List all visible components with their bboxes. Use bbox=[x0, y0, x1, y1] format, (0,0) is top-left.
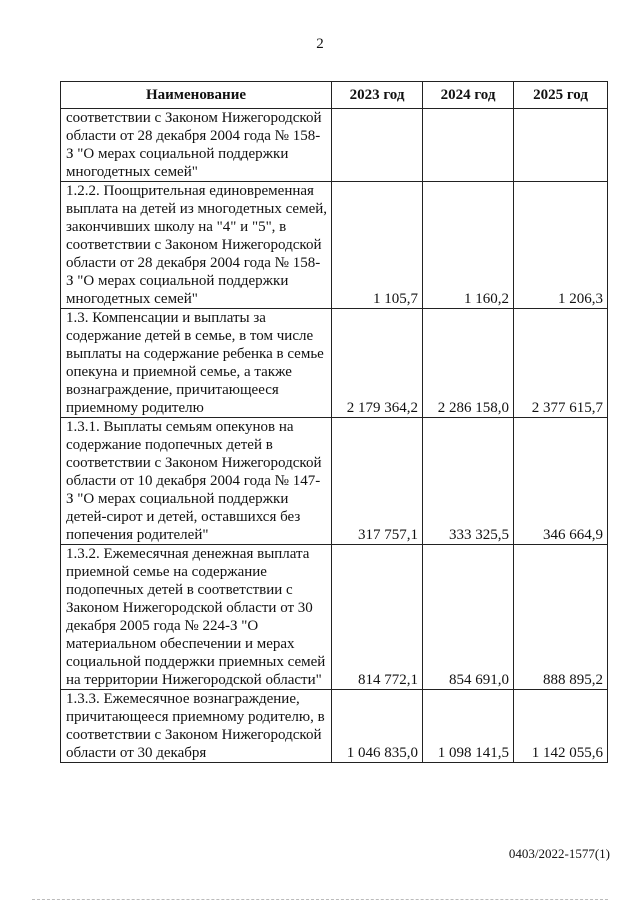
row-name: соответствии с Законом Нижегородской области от 28 декабря 2004 года № 158-З "О мерах социальной поддержки многодетных семей" bbox=[61, 109, 332, 182]
row-value-2023: 2 179 364,2 bbox=[332, 309, 423, 418]
table-header-row bbox=[61, 82, 608, 109]
header-2025: 2025 год bbox=[514, 82, 608, 109]
row-value-2025: 1 206,3 bbox=[514, 182, 608, 309]
row-value-2024: 333 325,5 bbox=[423, 418, 514, 545]
document-code: 0403/2022-1577(1) bbox=[508, 846, 610, 861]
table-row bbox=[61, 109, 608, 182]
row-name: 1.3.2. Ежемесячная денежная выплата приемной семье на содержание подопечных детей в соответствии с Законом Нижегородской области от 30 декабря 2005 года № 224-З "О материальном обеспечении и мерах социальной поддержки приемных семей на территории Нижегородской области" bbox=[61, 545, 332, 690]
row-value-2024: 1 160,2 bbox=[423, 182, 514, 309]
header-2024: 2024 год bbox=[423, 82, 514, 109]
table-row bbox=[61, 545, 608, 690]
row-value-2024: 854 691,0 bbox=[423, 545, 514, 690]
row-value-2023: 1 105,7 bbox=[332, 182, 423, 309]
budget-table bbox=[60, 81, 608, 763]
row-name: 1.3.1. Выплаты семьям опекунов на содержание подопечных детей в соответствии с Законом Нижегородской области от 10 декабря 2004 года № 147-З "О мерах социальной поддержки детей-сирот и детей, оставшихся без попечения родителей" bbox=[61, 418, 332, 545]
row-value-2023: 317 757,1 bbox=[332, 418, 423, 545]
row-value-2024 bbox=[423, 109, 514, 182]
table-row bbox=[61, 182, 608, 309]
row-value-2025 bbox=[514, 109, 608, 182]
row-value-2024: 1 098 141,5 bbox=[423, 690, 514, 763]
row-value-2025: 888 895,2 bbox=[514, 545, 608, 690]
table-row bbox=[61, 690, 608, 763]
row-name: 1.3. Компенсации и выплаты за содержание детей в семье, в том числе выплаты на содержание ребенка в семье опекуна и приемной семье, а также вознаграждение, причитающееся приемному родителю bbox=[61, 309, 332, 418]
row-value-2025: 2 377 615,7 bbox=[514, 309, 608, 418]
row-name: 1.2.2. Поощрительная единовременная выплата на детей из многодетных семей, закончивших школу на "4" и "5", в соответствии с Законом Нижегородской области от 28 декабря 2004 года № 158-З "О мерах социальной поддержки многодетных семей" bbox=[61, 182, 332, 309]
row-value-2023 bbox=[332, 109, 423, 182]
row-value-2023: 1 046 835,0 bbox=[332, 690, 423, 763]
row-value-2025: 1 142 055,6 bbox=[514, 690, 608, 763]
table-row bbox=[61, 418, 608, 545]
page-bottom-divider bbox=[32, 899, 608, 900]
row-value-2025: 346 664,9 bbox=[514, 418, 608, 545]
row-name: 1.3.3. Ежемесячное вознаграждение, причитающееся приемному родителю, в соответствии с Законом Нижегородской области от 30 декабря bbox=[61, 690, 332, 763]
header-2023: 2023 год bbox=[332, 82, 423, 109]
table-row bbox=[61, 309, 608, 418]
page-number: 2 bbox=[316, 36, 324, 52]
row-value-2024: 2 286 158,0 bbox=[423, 309, 514, 418]
header-name: Наименование bbox=[61, 82, 332, 109]
row-value-2023: 814 772,1 bbox=[332, 545, 423, 690]
